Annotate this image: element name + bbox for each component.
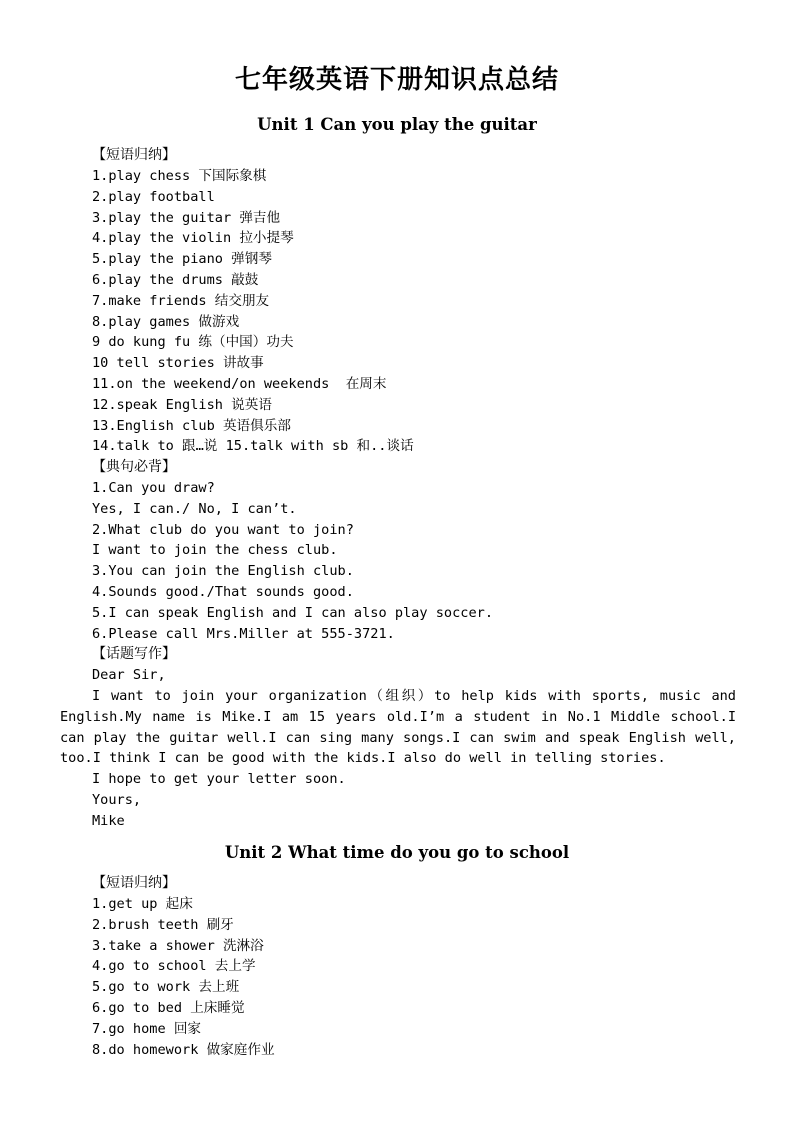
sentence-item: 2.What club do you want to join?: [92, 521, 354, 538]
phrase-item: 5.play the piano 弹钢琴: [92, 251, 272, 268]
letter-body: I want to join your organization（组织）to help kids with sports, music and English.My name is Mike.I am 15 years old.I’m a student in No.1 Middle school.I can play the guitar well.I can sing many songs.I can swim and speak English well, too.I think I can be good with the kids.I also do well in telling stories.: [60, 688, 736, 767]
unit-2-phrase-list: [92, 894, 275, 1060]
sentence-item: Yes, I can./ No, I can’t.: [92, 500, 297, 517]
unit-1-sentence-list: [92, 478, 493, 644]
sentence-item: 4.Sounds good./That sounds good.: [92, 583, 354, 600]
unit-1-writing-heading: 【话题写作】: [92, 646, 176, 662]
unit-1-phrase-list: [92, 166, 414, 457]
document-title: 七年级英语下册知识点总结: [234, 65, 559, 95]
letter-salutation-block: [92, 665, 166, 686]
unit-2-phrases-heading: 【短语归纳】: [92, 875, 176, 891]
phrase-item: 8.do homework 做家庭作业: [92, 1041, 275, 1058]
phrase-item: 13.English club 英语俱乐部: [92, 417, 291, 434]
unit-1-title: Unit 1 Can you play the guitar: [257, 115, 537, 134]
sentence-item: 5.I can speak English and I can also play soccer.: [92, 604, 494, 621]
phrase-item: 10 tell stories 讲故事: [92, 355, 264, 372]
phrase-item: 14.talk to 跟…说 15.talk with sb 和..谈话: [92, 438, 414, 455]
phrase-item: 4.play the violin 拉小提琴: [92, 230, 294, 247]
letter-salutation: Dear Sir,: [92, 667, 166, 683]
sentence-item: 1.Can you draw?: [92, 480, 215, 496]
sentence-item: 6.Please call Mrs.Miller at 555-3721.: [92, 625, 395, 642]
phrase-item: 5.go to work 去上班: [92, 979, 240, 996]
phrase-item: 1.play chess 下国际象棋: [92, 168, 267, 184]
phrase-item: 7.make friends 结交朋友: [92, 292, 270, 309]
letter-signature: Mike: [92, 812, 125, 829]
sentence-item: I want to join the chess club.: [92, 542, 338, 559]
unit-2-title: Unit 2 What time do you go to school: [224, 843, 570, 862]
phrase-item: 6.go to bed 上床睡觉: [92, 999, 245, 1016]
phrase-item: 6.play the drums 敲鼓: [92, 271, 259, 288]
phrase-item: 7.go home 回家: [92, 1020, 202, 1037]
phrase-item: 2.play football: [92, 188, 215, 205]
unit-1-sentences-heading: 【典句必背】: [92, 459, 176, 475]
phrase-item: 3.take a shower 洗淋浴: [92, 937, 264, 954]
letter-sign-off: Yours,: [92, 791, 142, 808]
unit-1-phrases-heading: 【短语归纳】: [92, 147, 176, 163]
phrase-item: 4.go to school 去上学: [92, 958, 256, 975]
letter-closing-line: I hope to get your letter soon.: [92, 771, 346, 787]
phrase-item: 9 do kung fu 练（中国）功夫: [92, 334, 294, 351]
phrase-item: 1.get up 起床: [92, 896, 193, 912]
sentence-item: 3.You can join the English club.: [92, 563, 354, 580]
phrase-item: 12.speak English 说英语: [92, 396, 272, 413]
phrase-item: 2.brush teeth 刷牙: [92, 916, 234, 933]
phrase-item: 3.play the guitar 弹吉他: [92, 209, 281, 226]
phrase-item: 11.on the weekend/on weekends 在周末: [92, 375, 387, 392]
letter-closing-block: [92, 769, 346, 831]
phrase-item: 8.play games 做游戏: [92, 313, 240, 330]
